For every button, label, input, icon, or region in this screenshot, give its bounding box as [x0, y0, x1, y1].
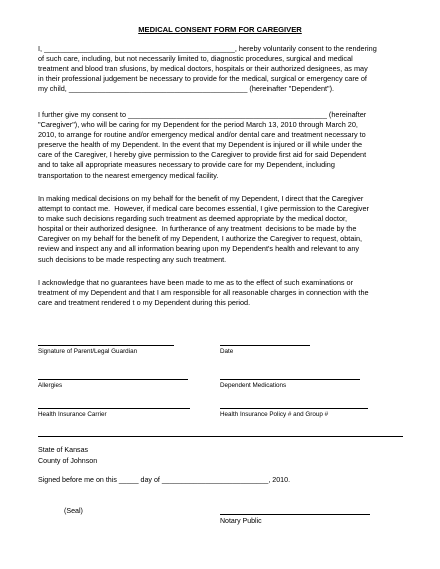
paragraph-line: and to take all appropriate measures necessary to provide care for my Dependent, including	[38, 160, 335, 170]
medications-line[interactable]	[220, 379, 360, 380]
allergies-line[interactable]	[38, 379, 188, 380]
parent-signature-label: Signature of Parent/Legal Guardian	[38, 348, 138, 355]
notary-public-label: Notary Public	[220, 518, 262, 525]
state-text: State of Kansas	[38, 446, 89, 454]
paragraph-line: treatment of my Dependent and that I am responsible for all reasonable charges in connection with the	[38, 288, 369, 298]
notary-signature-line[interactable]	[220, 514, 370, 515]
paragraph-caregiver	[38, 110, 406, 181]
date-label: Date	[220, 348, 234, 355]
paragraph-line: of such care, including, but not necessarily limited to, diagnostic procedures, surgical and medical	[38, 54, 353, 64]
paragraph-line: 2010, to arrange for routine and/or emergency medical and/or dental care and treatment necessary to	[38, 130, 366, 140]
paragraph-line: preserve the health of my Dependent. In the event that my Dependent is injured or ill while under the	[38, 140, 363, 150]
paragraph-line: such decisions to be made respecting any such treatment.	[38, 254, 227, 264]
paragraph-line: transportation to the nearest emergency medical facility.	[38, 170, 219, 180]
paragraph-line: attempt to contact me. However, if medical care becomes essential, I give permission to the Caregiver	[38, 204, 369, 214]
paragraph-line: "Caregiver"), who will be caring for my Dependent for the period March 13, 2010 through March 20,	[38, 120, 358, 130]
medications-label: Dependent Medications	[220, 382, 287, 389]
paragraph-decisions	[38, 194, 406, 265]
seal-text: (Seal)	[64, 507, 83, 515]
parent-signature-line[interactable]	[38, 345, 174, 346]
paragraph-line: Caregiver on my behalf for the benefit of my Dependent, I authorize the Caregiver to request, obtain,	[38, 234, 363, 244]
section-divider	[38, 436, 403, 437]
paragraph-line: in their professional judgement be necessary to provide for the medical, surgical or emergency care of	[38, 74, 367, 84]
insurance-policy-line[interactable]	[220, 408, 368, 409]
date-line[interactable]	[220, 345, 310, 346]
paragraph-acknowledgement	[38, 278, 406, 308]
paragraph-line: I, _______________________________________________, hereby voluntarily consent to the rendering	[38, 44, 377, 53]
paragraph-consent	[38, 44, 406, 94]
insurance-policy-label: Health Insurance Policy # and Group #	[220, 411, 329, 418]
paragraph-line: I further give my consent to _________________________________________________ (hereinafter	[38, 110, 367, 119]
signed-before-text: Signed before me on this _____ day of ___________________________, 2010.	[38, 476, 291, 484]
paragraph-line: treatment and blood tran sfusions, by medical doctors, hospitals or their authorized designees, as may	[38, 64, 368, 74]
paragraph-line: care of the Caregiver, I hereby give permission to the Caregiver to provide first aid for said Dependent	[38, 150, 367, 160]
insurance-carrier-label: Health Insurance Carrier	[38, 411, 107, 418]
form-title: MEDICAL CONSENT FORM FOR CAREGIVER	[138, 25, 302, 34]
paragraph-line: review and inspect any and all information bearing upon my Dependent's health and relevant to any	[38, 244, 360, 254]
paragraph-line: care and treatment rendered t o my Dependent during this period.	[38, 298, 251, 308]
paragraph-line: In making medical decisions on my behalf for the benefit of my Dependent, I direct that the Caregiver	[38, 194, 364, 203]
paragraph-line: my child, ____________________________________________ (hereinafter "Dependent").	[38, 84, 335, 94]
paragraph-line: hospital or their authorized designee. In furtherance of any treatment decisions to be made by the	[38, 224, 357, 234]
allergies-label: Allergies	[38, 382, 63, 389]
county-text: County of Johnson	[38, 457, 98, 465]
paragraph-line: I acknowledge that no guarantees have been made to me as to the effect of such examinations or	[38, 278, 354, 287]
insurance-carrier-line[interactable]	[38, 408, 190, 409]
paragraph-line: to make such decisions regarding such treatment as deemed appropriate by the medical doctor,	[38, 214, 348, 224]
